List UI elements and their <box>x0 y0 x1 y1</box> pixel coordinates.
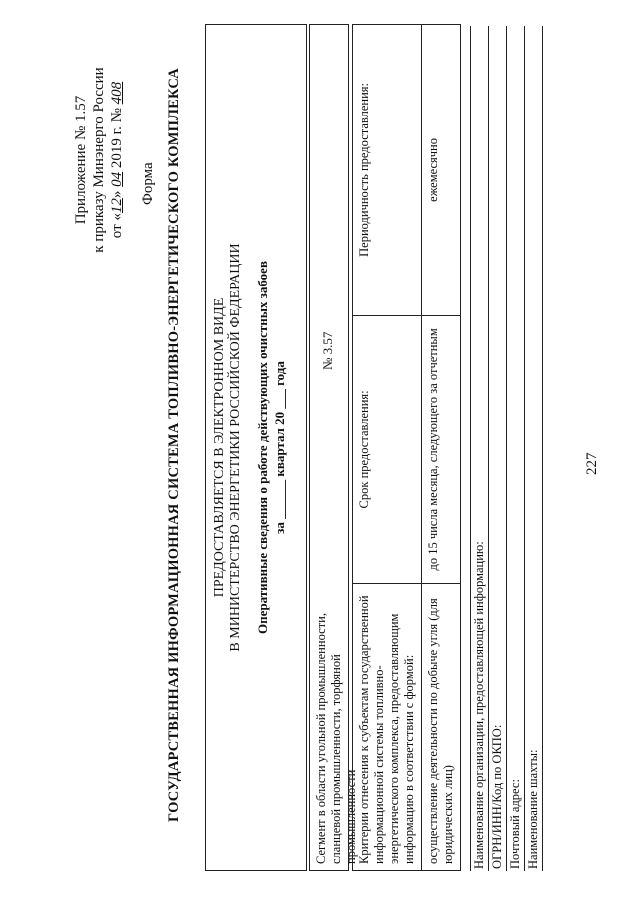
segment-box <box>309 24 358 871</box>
organization-info <box>470 26 543 871</box>
criteria-table <box>352 24 461 871</box>
deadline-value-cell: до 15 числа месяца, следующего за отчетным <box>422 315 461 583</box>
criteria-header-row <box>353 25 422 871</box>
appendix-year: 2019 г. № <box>109 104 125 172</box>
criteria-value-cell: осуществление деятельности по добыче угля (для юридических лиц) <box>422 583 461 870</box>
org-name-line: Наименование организации, предоставляющей информацию: <box>470 26 488 871</box>
main-title: ГОСУДАРСТВЕННАЯ ИНФОРМАЦИОННАЯ СИСТЕМА ТОПЛИВНО-ЭНЕРГЕТИЧЕСКОГО КОМПЛЕКСА <box>166 68 182 822</box>
report-title <box>254 25 288 870</box>
appendix-line-1: Приложение № 1.57 <box>73 95 89 225</box>
appendix-day: 12 <box>109 198 125 214</box>
periodicity-value-cell: ежемесячно <box>422 25 461 316</box>
form-label: Форма <box>140 162 156 205</box>
postal-address-line: Почтовый адрес: <box>506 26 524 871</box>
criteria-header-cell: Критерии отнесения к субъектам государственной информационной системы топливно-энергетического комплекса, предоставляющим информацию в соответствии с формой: <box>353 583 422 870</box>
page-number: 227 <box>584 452 600 475</box>
mine-name-line: Наименование шахты: <box>524 26 543 871</box>
appendix-header <box>72 55 126 265</box>
segment-text: Сегмент в области угольной промышленности, сланцевой промышленности, торфяной промышленности <box>314 613 358 864</box>
ogrn-inn-line: ОГРН/ИНН/Код по ОКПО: <box>488 26 506 871</box>
periodicity-header-cell: Периодичность предоставления: <box>353 25 422 316</box>
criteria-value-row <box>422 25 461 871</box>
provided-line-2: В МИНИСТЕРСТВО ЭНЕРГЕТИКИ РОССИЙСКОЙ ФЕДЕРАЦИИ <box>228 243 243 652</box>
provided-notice <box>212 25 244 870</box>
deadline-header-cell: Срок предоставления: <box>353 315 422 583</box>
form-number: № 3.57 <box>320 331 335 370</box>
appendix-date-mid: » <box>109 186 125 199</box>
appendix-line-2: к приказу Минэнерго России <box>91 67 107 253</box>
appendix-order-number: 408 <box>109 81 125 105</box>
appendix-line-3 <box>108 55 126 265</box>
provided-line-1: ПРЕДОСТАВЛЯЕТСЯ В ЭЛЕКТРОННОМ ВИДЕ <box>212 297 227 598</box>
appendix-month: 04 <box>109 171 125 187</box>
submission-box <box>205 24 307 871</box>
appendix-date-prefix: от « <box>109 213 125 239</box>
report-title-line-2: за ______ квартал 20 ___ года <box>272 361 287 534</box>
report-title-line-1: Оперативные сведения о работе действующих очистных забоев <box>255 261 270 634</box>
